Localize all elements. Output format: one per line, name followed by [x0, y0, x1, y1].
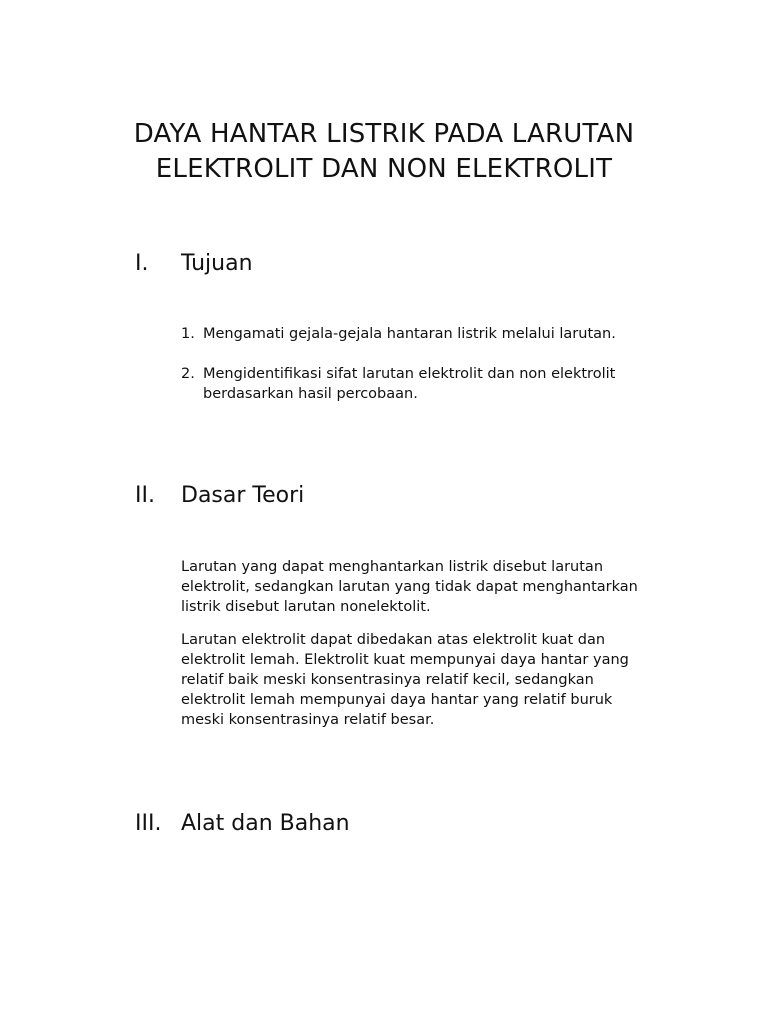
list-marker: 2.: [181, 366, 195, 382]
paragraph-line: meski konsentrasinya relatif besar.: [181, 712, 435, 728]
section-number: I.: [135, 251, 149, 276]
paragraph-line: Larutan elektrolit dapat dibedakan atas elektrolit kuat dan: [181, 632, 606, 648]
tujuan-list-item-2: [181, 364, 661, 404]
paragraph-line: Larutan yang dapat menghantarkan listrik disebut larutan: [181, 559, 604, 575]
section-title: Dasar Teori: [181, 483, 305, 508]
document-title: [0, 117, 768, 187]
section-heading-alat-dan-bahan: [135, 810, 350, 838]
section-title: Tujuan: [181, 251, 253, 276]
list-item: [181, 324, 661, 344]
section-heading-dasar-teori: [135, 482, 304, 510]
title-line-1: DAYA HANTAR LISTRIK PADA LARUTAN: [133, 119, 635, 149]
list-item-text-line-2: berdasarkan hasil percobaan.: [203, 386, 418, 402]
section-title: Alat dan Bahan: [181, 811, 350, 836]
paragraph-line: relatif baik meski konsentrasinya relatif kecil, sedangkan: [181, 672, 594, 688]
title-line-2: ELEKTROLIT DAN NON ELEKTROLIT: [155, 154, 613, 184]
paragraph-line: elektrolit lemah mempunyai daya hantar yang relatif buruk: [181, 692, 613, 708]
list-marker: 1.: [181, 326, 195, 342]
list-item-text-line-1: Mengamati gejala-gejala hantaran listrik melalui larutan.: [203, 326, 616, 342]
paragraph-line: elektrolit lemah. Elektrolit kuat mempunyai daya hantar yang: [181, 652, 629, 668]
list-item-text-line-1: Mengidentifikasi sifat larutan elektrolit dan non elektrolit: [203, 366, 616, 382]
dasar-teori-paragraph-2: [181, 630, 681, 730]
section-heading-tujuan: [135, 250, 253, 278]
section-number: III.: [135, 811, 162, 836]
paragraph-line: listrik disebut larutan nonelektolit.: [181, 599, 431, 615]
dasar-teori-paragraph-1: [181, 557, 681, 617]
section-number: II.: [135, 483, 155, 508]
paragraph-line: elektrolit, sedangkan larutan yang tidak dapat menghantarkan: [181, 579, 638, 595]
tujuan-list-item-1: [181, 324, 661, 344]
list-item: [181, 364, 661, 404]
